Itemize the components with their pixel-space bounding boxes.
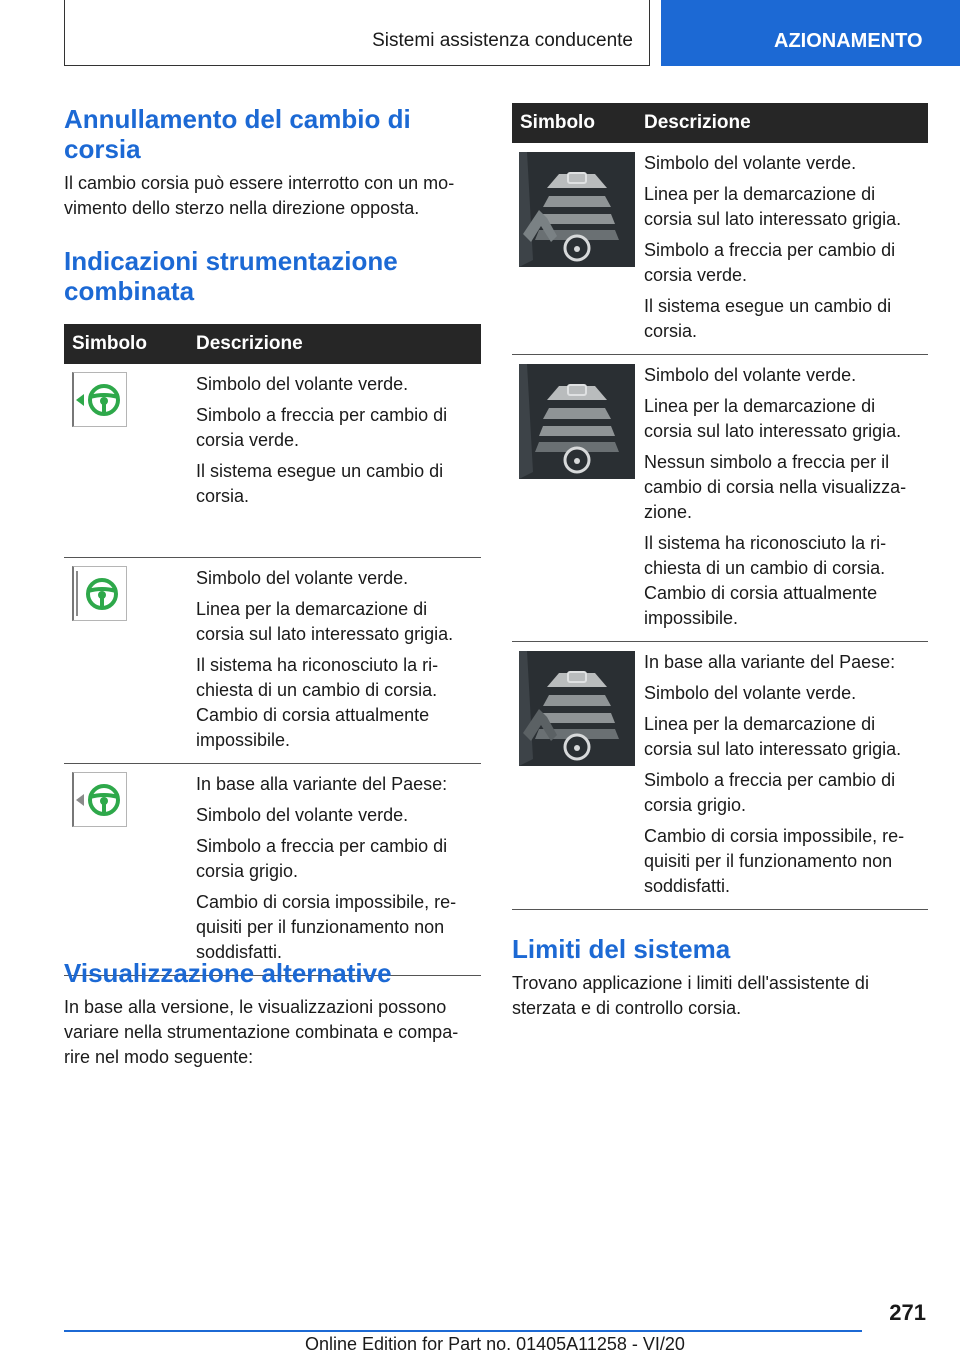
steering-wheel-grey-arrow-icon [72,772,127,827]
description-line: Simbolo del volante verde. [644,683,857,703]
table-row [64,763,481,975]
footer-divider [64,1330,862,1332]
table-header-row [64,324,481,364]
heading-system-limits: Limiti del sistema [512,934,731,964]
table-row [512,642,928,910]
column-header-description: Descrizione [636,103,928,143]
steering-wheel-icon [74,773,127,826]
description-line: Simbolo a freccia per cambio di corsia verde. [644,240,896,285]
lane-display-arrow-icon [519,152,635,267]
lane-change-arrow-icon [76,794,84,806]
page-number: 271 [889,1300,926,1325]
lane-display-grey-arrow-icon [519,651,635,766]
description-line: Il sistema ha riconosciuto la ri-chiesta di un cambio di corsia. Cambio di corsia attualmente impossibile. [644,533,887,628]
steering-wheel-lane-line-icon [72,566,127,621]
table-row [512,355,928,642]
table-row [64,364,481,557]
heading-instrument-indications: Indicazioni strumentazione combinata [64,246,398,306]
description-line: Linea per la demarcazione di corsia sul lato interessato grigia. [644,184,902,229]
description-line: Simbolo a freccia per cambio di corsia grigio. [644,770,896,815]
running-header-chapter [661,0,960,66]
description-line: Il sistema ha riconosciuto la ri-chiesta di un cambio di corsia. Cambio di corsia attualmente impossibile. [196,654,439,750]
description-line: Cambio di corsia impossibile, re-quisiti per il funzionamento non soddisfatti. [196,891,457,962]
steering-wheel-icon [74,567,127,620]
paragraph-cancel-lane-change: Il cambio corsia può essere interrotto con un mo-vimento dello sterzo nella direzione opposta. [64,173,455,218]
description-line: Simbolo del volante verde. [196,374,409,394]
description-line: Simbolo del volante verde. [644,365,857,385]
description-line: Simbolo del volante verde. [196,567,409,588]
description-line: Simbolo a freccia per cambio di corsia grigio. [196,835,448,881]
alternative-display-table [512,103,928,910]
column-header-description: Descrizione [188,324,481,364]
steering-wheel-lane-change-icon [72,372,127,427]
description-line: Cambio di corsia impossibile, re-quisiti per il funzionamento non soddisfatti. [644,826,905,896]
description-line: Il sistema esegue un cambio di corsia. [644,296,892,341]
description-line: In base alla variante del Paese: [196,773,448,794]
table-row [512,143,928,355]
heading-alternative-display: Visualizzazione alternative [64,958,392,988]
description-line: Simbolo a freccia per cambio di corsia verde. [196,405,448,450]
description-line: In base alla variante del Paese: [644,652,896,672]
section-title: Sistemi assistenza conducente [372,30,633,51]
column-header-symbol: Simbolo [64,324,188,364]
running-header-section [64,0,650,66]
table-row [64,557,481,763]
description-line: Simbolo del volante verde. [644,153,857,173]
column-header-symbol: Simbolo [512,103,636,143]
heading-cancel-lane-change: Annullamento del cambio di corsia [64,104,411,164]
table-header-row [512,103,928,143]
description-line: Linea per la demarcazione di corsia sul lato interessato grigia. [644,396,902,441]
description-line: Il sistema esegue un cambio di corsia. [196,461,444,506]
steering-wheel-icon [74,373,127,426]
lane-display-no-arrow-icon [519,364,635,479]
lane-change-arrow-icon [76,394,84,406]
indications-table [64,324,481,976]
chapter-title: AZIONAMENTO [774,30,923,52]
description-line: Simbolo del volante verde. [196,804,409,825]
description-line: Nessun simbolo a freccia per il cambio di corsia nella visualizza-zione. [644,452,907,522]
footer-edition: Online Edition for Part no. 01405A11258 - VI/20 [305,1334,685,1354]
description-line: Linea per la demarcazione di corsia sul lato interessato grigia. [644,714,902,759]
paragraph-alternative-display: In base alla versione, le visualizzazioni possono variare nella strumentazione combinata e compa-rire nel modo seguente: [64,997,459,1067]
paragraph-system-limits: Trovano applicazione i limiti dell'assistente di sterzata e di controllo corsia. [512,973,869,1018]
description-line: Linea per la demarcazione di corsia sul lato interessato grigia. [196,598,454,644]
